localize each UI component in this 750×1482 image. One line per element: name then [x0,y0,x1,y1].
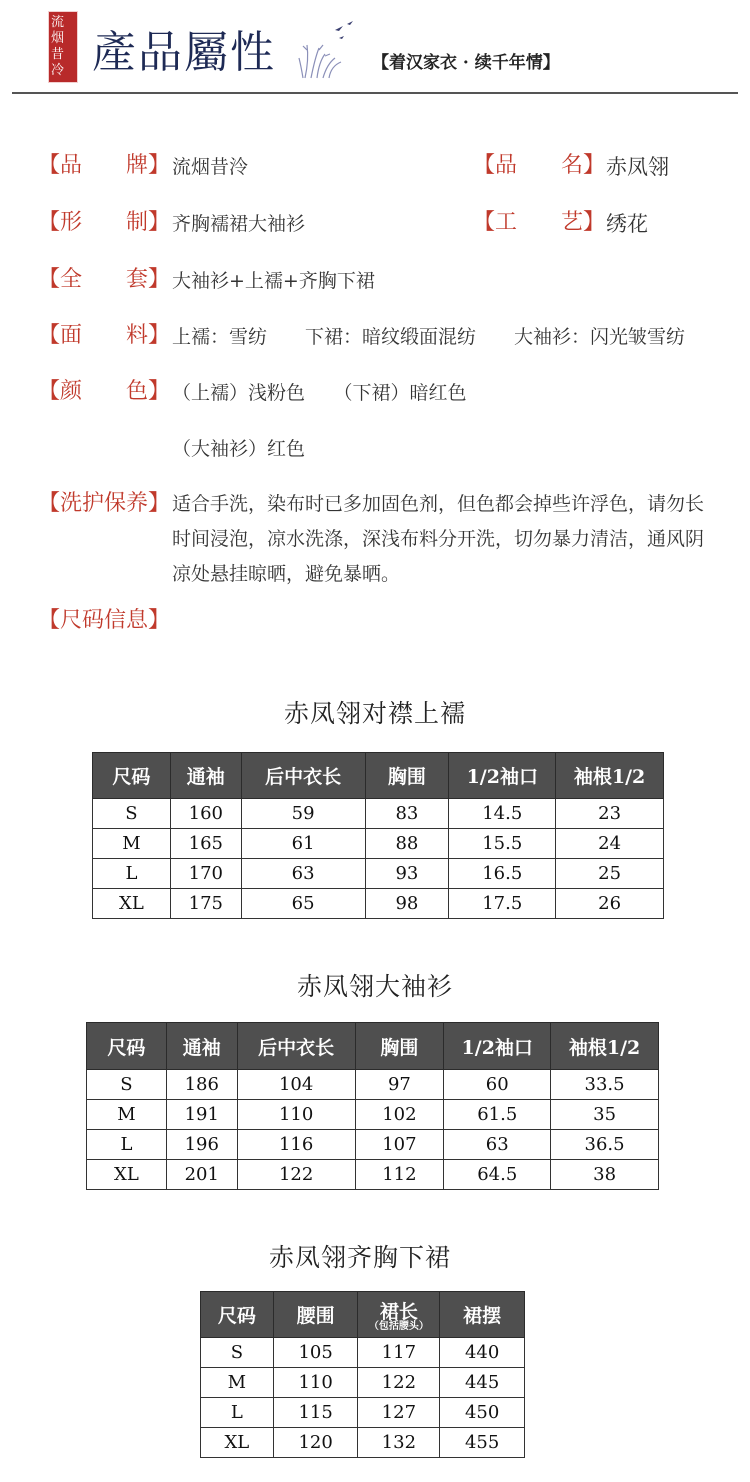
table-cell: 117 [358,1338,440,1368]
header-cell: 通袖 [170,753,241,799]
table-cell: 170 [170,859,241,889]
header-cell: 袖根1/2 [551,1023,659,1070]
table-cell: 93 [365,859,449,889]
header-cell: 尺码 [93,753,171,799]
header-cell: 尺码 [87,1023,167,1070]
table-cell: 165 [170,829,241,859]
table-cell: 17.5 [449,889,556,919]
table-cell: 61 [241,829,365,859]
craft-value: 绣花 [606,212,648,236]
table-cell: 23 [556,799,664,829]
table-row [87,1130,659,1160]
name-label: 【品 名】 [473,153,606,178]
set-label: 【全 套】 [38,267,171,292]
table-cell: L [87,1130,167,1160]
table-cell: 127 [358,1398,440,1428]
header-cell: 胸围 [355,1023,444,1070]
slogan: 【着汉家衣 · 续千年情】 [372,53,560,73]
form-label: 【形 制】 [38,210,171,235]
table-cell: 59 [241,799,365,829]
table-cell: 115 [273,1398,358,1428]
table-cell: 83 [365,799,449,829]
table-cell: 97 [355,1070,444,1100]
size-table-skirt [200,1291,525,1458]
table-1-title: 赤凤翎对襟上襦 [283,699,466,728]
table-row [201,1368,525,1398]
table-cell: 191 [166,1100,237,1130]
table-cell: 26 [556,889,664,919]
header-cell: 1/2袖口 [449,753,556,799]
table-3-title: 赤凤翎齐胸下裙 [268,1243,451,1272]
seal-text-1: 流烟 [51,15,65,46]
header-text: 裙长 [379,1301,418,1323]
header-divider [12,92,738,94]
table-cell: 63 [241,859,365,889]
brand-seal [48,12,78,82]
color-value-2: （大袖衫）红色 [172,438,306,460]
table-cell: 201 [166,1160,237,1190]
table-cell: 450 [440,1398,525,1428]
table-cell: 33.5 [551,1070,659,1100]
fabric-label: 【面 料】 [38,323,171,348]
brand-label: 【品 牌】 [38,153,171,178]
table-cell: 65 [241,889,365,919]
table-row [93,799,664,829]
header-cell: 后中衣长 [241,753,365,799]
table-cell: 110 [273,1368,358,1398]
table-row [201,1338,525,1368]
table-cell: 104 [237,1070,355,1100]
header-cell: 裙摆 [440,1292,525,1338]
set-value: 大袖衫+上襦+齐胸下裙 [172,270,375,292]
table-cell: 98 [365,889,449,919]
table-cell: S [201,1338,274,1368]
header-cell [358,1292,440,1338]
care-label: 【洗护保养】 [38,491,171,516]
form-value: 齐胸襦裙大袖衫 [172,213,306,235]
table-cell: L [93,859,171,889]
table-cell: L [201,1398,274,1428]
table-cell: M [201,1368,274,1398]
brand-value: 流烟昔泠 [172,156,249,178]
seal-text-2: 昔冷 [51,47,65,78]
table-row [93,859,664,889]
table-cell: XL [93,889,171,919]
color-label: 【颜 色】 [38,379,171,404]
table-cell: 60 [444,1070,551,1100]
table-cell: 107 [355,1130,444,1160]
table-row [93,889,664,919]
table-cell: 64.5 [444,1160,551,1190]
table-cell: S [93,799,171,829]
size-table-top-jacket [92,752,664,919]
table-cell: 24 [556,829,664,859]
table-row [87,1100,659,1130]
table-cell: 175 [170,889,241,919]
table-cell: XL [87,1160,167,1190]
table-cell: 38 [551,1160,659,1190]
fabric-value: 上襦：雪纺 下裙：暗纹缎面混纺 大袖衫：闪光皱雪纺 [172,326,686,348]
table-row [201,1398,525,1428]
craft-label: 【工 艺】 [473,210,606,235]
table-cell: 132 [358,1428,440,1458]
table-cell: 116 [237,1130,355,1160]
table-cell: 120 [273,1428,358,1458]
table-cell: 61.5 [444,1100,551,1130]
header-cell: 胸围 [365,753,449,799]
header-cell: 腰围 [273,1292,358,1338]
table-cell: 122 [237,1160,355,1190]
table-cell: 63 [444,1130,551,1160]
table-cell: M [93,829,171,859]
header-cell: 后中衣长 [237,1023,355,1070]
table-cell: 160 [170,799,241,829]
care-text: 适合手洗，染布时已多加固色剂，但色都会掉些许浮色，请勿长时间浸泡，凉水洗涤，深浅布料分开洗，切勿暴力清洁，通风阴凉处悬挂晾晒，避免暴晒。 [172,493,705,585]
table-cell: 25 [556,859,664,889]
table-cell: 112 [355,1160,444,1190]
table-row [201,1428,525,1458]
table-cell: 186 [166,1070,237,1100]
table-cell: XL [201,1428,274,1458]
header-subtext: （包括腰头） [368,1321,429,1332]
table-row [93,829,664,859]
table-cell: 110 [237,1100,355,1130]
name-value: 赤凤翎 [606,155,669,179]
color-value-1: （上襦）浅粉色 （下裙）暗红色 [172,382,467,404]
header-cell: 通袖 [166,1023,237,1070]
table-cell: 15.5 [449,829,556,859]
table-2-title: 赤凤翎大袖衫 [296,972,453,1001]
table-cell: 196 [166,1130,237,1160]
table-cell: 122 [358,1368,440,1398]
table-cell: 105 [273,1338,358,1368]
table-cell: 14.5 [449,799,556,829]
table-cell: 36.5 [551,1130,659,1160]
table-cell: 35 [551,1100,659,1130]
table-cell: 102 [355,1100,444,1130]
header-cell: 尺码 [201,1292,274,1338]
table-row [87,1070,659,1100]
header-cell: 袖根1/2 [556,753,664,799]
table-cell: M [87,1100,167,1130]
table-cell: 16.5 [449,859,556,889]
size-label: 【尺码信息】 [38,608,171,633]
header-cell: 1/2袖口 [444,1023,551,1070]
reed-bird-ornament-icon [295,20,365,80]
table-cell: S [87,1070,167,1100]
table-cell: 440 [440,1338,525,1368]
table-cell: 455 [440,1428,525,1458]
table-cell: 445 [440,1368,525,1398]
table-row [87,1160,659,1190]
table-cell: 88 [365,829,449,859]
size-table-robe [86,1022,659,1190]
page-title: 產品屬性 [92,27,276,78]
